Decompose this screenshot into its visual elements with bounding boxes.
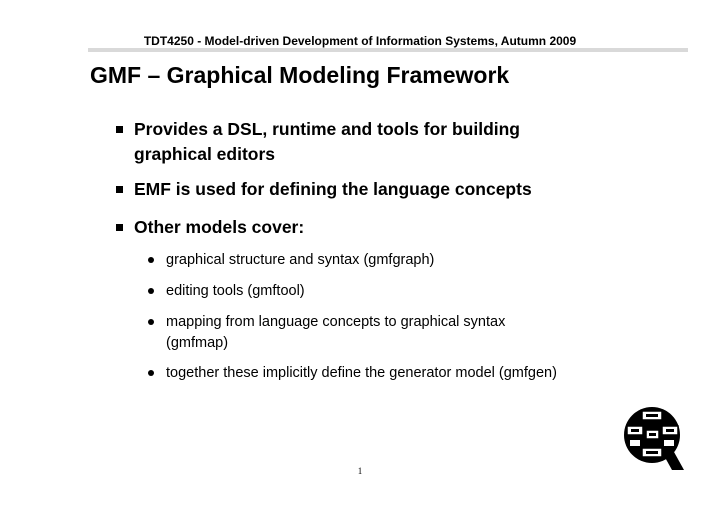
- sub-bullet-marker: [148, 370, 154, 376]
- bullet-marker: [116, 224, 123, 231]
- sub-bullet-item: [166, 281, 636, 302]
- sub-bullet-marker: [148, 257, 154, 263]
- sub-bullet-marker: [148, 288, 154, 294]
- slide-title: GMF – Graphical Modeling Framework: [90, 62, 510, 88]
- bullet-marker: [116, 186, 123, 193]
- sub-bullet-marker: [148, 319, 154, 325]
- bullet-item: [134, 215, 614, 240]
- bullet-item: [134, 117, 614, 167]
- sub-bullet-item: [166, 312, 636, 354]
- sub-bullet-text-line: (gmfmap): [166, 335, 229, 351]
- bullet-text-line: graphical editors: [134, 144, 276, 164]
- bullet-text-line: Other models cover:: [134, 217, 305, 237]
- logo-graphic: [622, 402, 686, 472]
- page-number: 1: [357, 466, 363, 476]
- bullet-text-line: Provides a DSL, runtime and tools for building: [134, 119, 520, 139]
- sub-bullet-text-line: mapping from language concepts to graphical syntax: [166, 314, 506, 330]
- sub-bullet-text-line: editing tools (gmftool): [166, 283, 305, 299]
- ntnu-logo-icon: [622, 402, 686, 472]
- sub-bullet-item: [166, 250, 636, 271]
- bullet-text-line: EMF is used for defining the language concepts: [134, 179, 532, 199]
- sub-bullet-item: [166, 363, 636, 384]
- sub-bullet-text-line: together these implicitly define the generator model (gmfgen): [166, 365, 557, 381]
- sub-bullet-text-line: graphical structure and syntax (gmfgraph): [166, 252, 435, 268]
- bullet-item: [134, 177, 614, 202]
- header-course-title: TDT4250 - Model-driven Development of Information Systems, Autumn 2009: [143, 34, 577, 48]
- bullet-marker: [116, 126, 123, 133]
